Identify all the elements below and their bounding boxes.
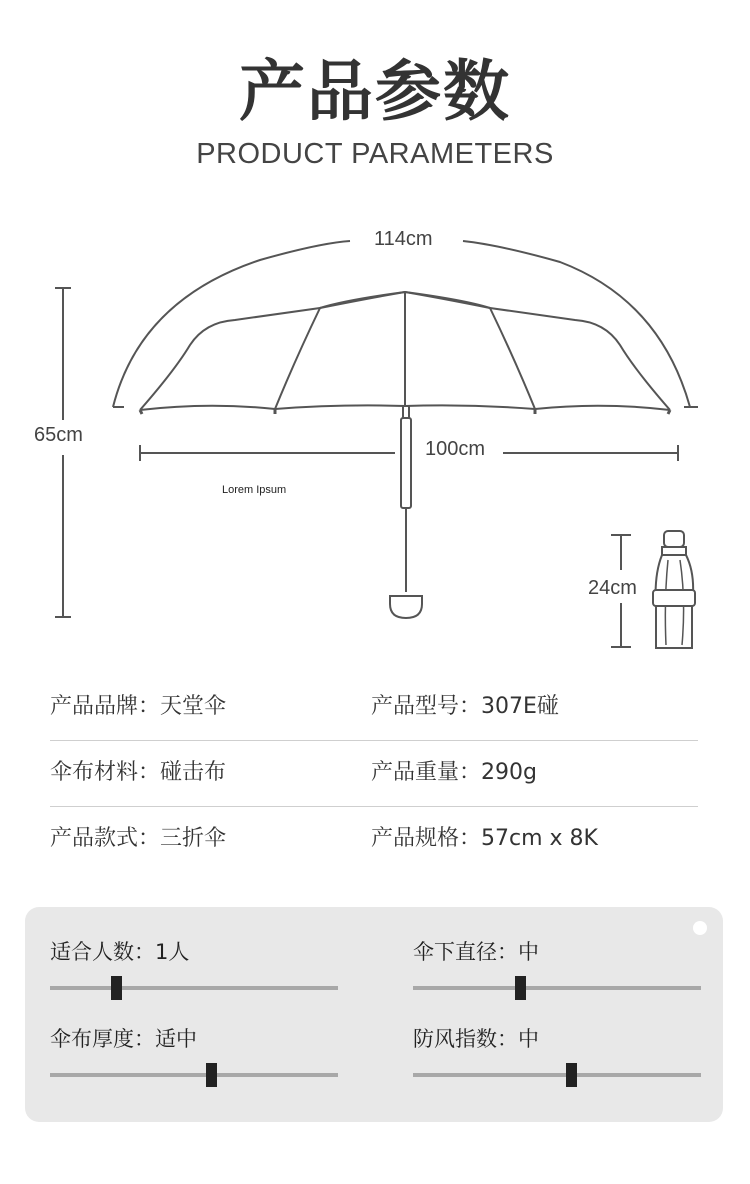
rating-marker bbox=[206, 1063, 217, 1087]
folded-umbrella-icon bbox=[653, 531, 695, 648]
spec-value: 碰击布 bbox=[160, 760, 227, 785]
rating-panel bbox=[25, 907, 723, 1122]
spec-value: 57cm x 8K bbox=[481, 826, 598, 851]
rating-track bbox=[50, 1073, 338, 1077]
spec-row bbox=[50, 740, 698, 807]
spec-row bbox=[50, 806, 698, 872]
height-label: 65cm bbox=[34, 424, 83, 446]
spec-cell bbox=[371, 806, 598, 872]
folded-label: 24cm bbox=[588, 577, 637, 599]
umbrella-shaft bbox=[390, 406, 422, 618]
rating-track bbox=[413, 986, 701, 990]
span-arc bbox=[113, 241, 350, 407]
spec-key: 产品重量： bbox=[371, 760, 482, 785]
rating-thickness bbox=[50, 1024, 340, 1094]
rating-marker bbox=[515, 976, 526, 1000]
rating-diameter bbox=[413, 937, 703, 1007]
page-subtitle: PRODUCT PARAMETERS bbox=[196, 138, 554, 170]
rating-label: 伞布厚度：适中 bbox=[50, 1027, 197, 1051]
spec-value: 290g bbox=[481, 760, 537, 785]
rating-people bbox=[50, 937, 340, 1007]
span-label: 114cm bbox=[374, 228, 433, 250]
spec-key: 产品型号： bbox=[371, 694, 482, 719]
rating-marker bbox=[111, 976, 122, 1000]
diameter-label: 100cm bbox=[425, 438, 486, 460]
rating-wind bbox=[413, 1024, 703, 1094]
spec-cell bbox=[371, 740, 537, 806]
umbrella-diagram bbox=[0, 200, 750, 660]
spec-cell bbox=[50, 740, 226, 806]
spec-key: 产品规格： bbox=[371, 826, 482, 851]
rating-track bbox=[413, 1073, 701, 1077]
panel-dot bbox=[693, 921, 707, 935]
height-dimension bbox=[55, 288, 71, 617]
spec-value: 三折伞 bbox=[160, 826, 227, 851]
rating-label: 伞下直径：中 bbox=[413, 940, 539, 964]
spec-value: 天堂伞 bbox=[160, 694, 227, 719]
page-title: 产品参数 bbox=[239, 53, 511, 130]
spec-value: 307E碰 bbox=[481, 694, 559, 719]
spec-key: 产品品牌： bbox=[50, 694, 161, 719]
spec-key: 产品款式： bbox=[50, 826, 161, 851]
rating-marker bbox=[566, 1063, 577, 1087]
spec-row bbox=[50, 674, 698, 741]
spec-cell bbox=[50, 806, 226, 872]
spec-key: 伞布材料： bbox=[50, 760, 161, 785]
spec-cell bbox=[50, 674, 226, 740]
caption-text: Lorem Ipsum bbox=[222, 484, 287, 496]
rating-label: 适合人数：1人 bbox=[50, 940, 190, 964]
spec-cell bbox=[371, 674, 559, 740]
rating-label: 防风指数：中 bbox=[413, 1027, 539, 1051]
rating-track bbox=[50, 986, 338, 990]
